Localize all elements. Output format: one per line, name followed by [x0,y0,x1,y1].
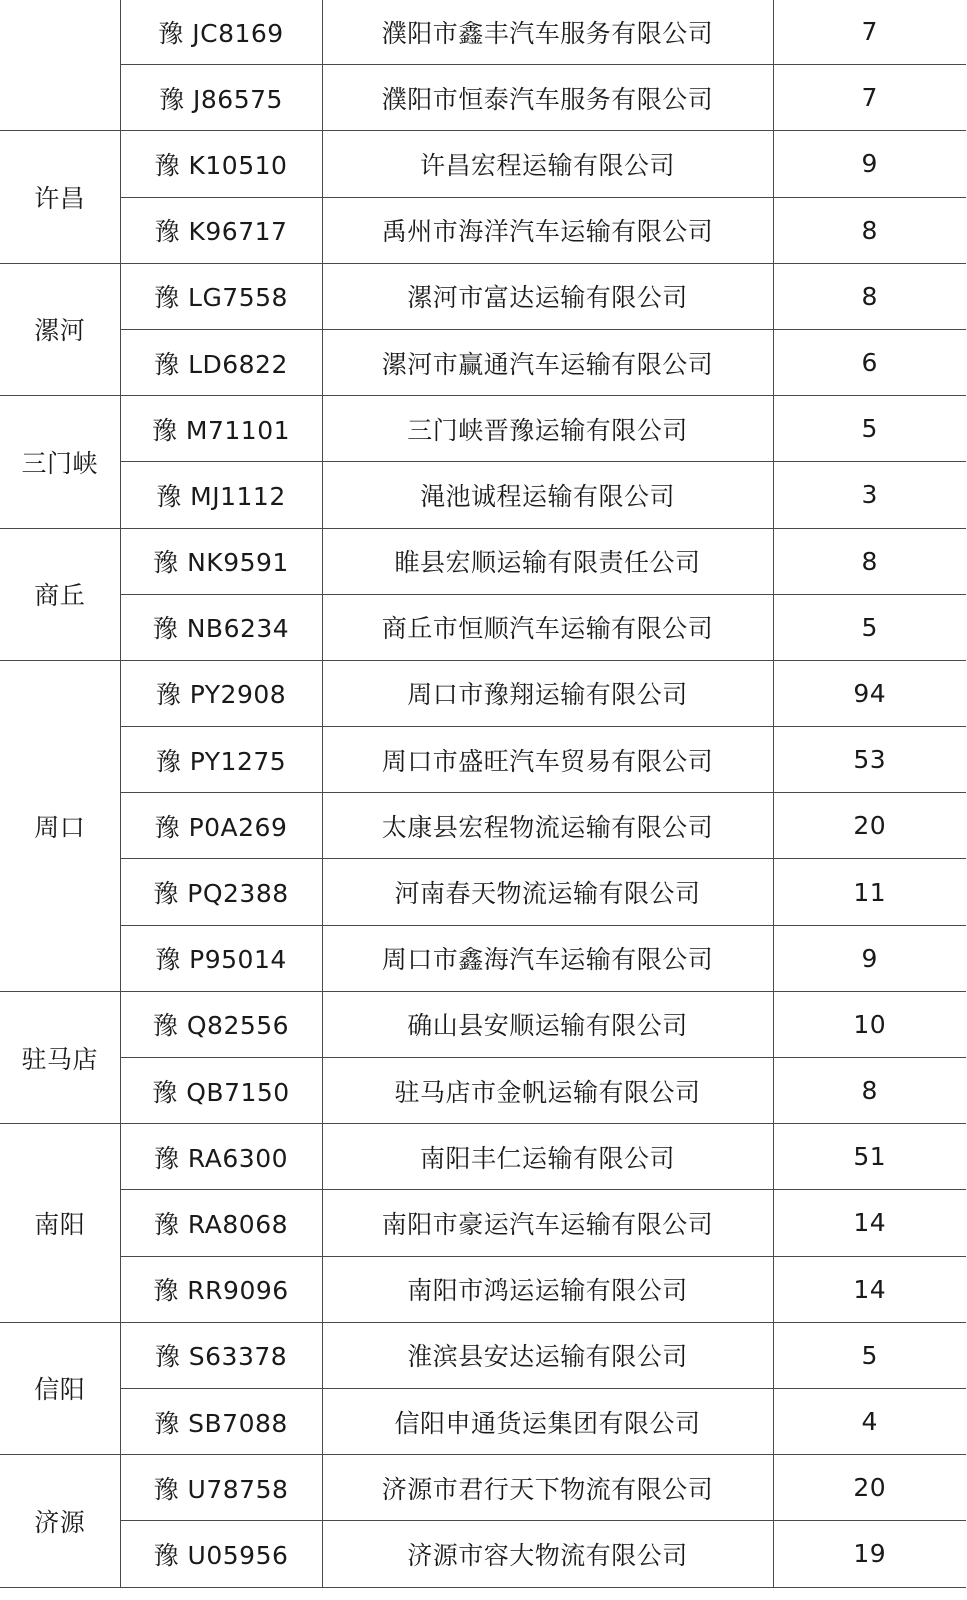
count-cell: 5 [773,594,966,660]
company-cell: 渑池诚程运输有限公司 [322,462,773,528]
count-cell: 6 [773,329,966,395]
plate-cell: 豫 SB7088 [120,1388,322,1454]
plate-cell: 豫 Q82556 [120,991,322,1057]
plate-cell: 豫 J86575 [120,65,322,131]
count-cell: 8 [773,263,966,329]
plate-cell: 豫 JC8169 [120,0,322,65]
count-cell: 7 [773,65,966,131]
company-cell: 周口市鑫海汽车运输有限公司 [322,925,773,991]
company-cell: 周口市盛旺汽车贸易有限公司 [322,727,773,793]
count-cell: 5 [773,396,966,462]
plate-cell: 豫 NB6234 [120,594,322,660]
table-row [0,925,966,991]
company-cell: 南阳市鸿运运输有限公司 [322,1256,773,1322]
company-cell: 济源市君行天下物流有限公司 [322,1455,773,1521]
company-cell: 许昌宏程运输有限公司 [322,131,773,197]
city-cell: 三门峡 [0,396,120,528]
city-cell: 南阳 [0,1124,120,1323]
table-row [0,991,966,1057]
table-row [0,727,966,793]
plate-cell: 豫 PY1275 [120,727,322,793]
company-cell: 漯河市富达运输有限公司 [322,263,773,329]
city-cell: 济源 [0,1455,120,1587]
company-cell: 济源市容大物流有限公司 [322,1521,773,1587]
count-cell: 8 [773,1058,966,1124]
plate-cell: 豫 M71101 [120,396,322,462]
company-cell: 太康县宏程物流运输有限公司 [322,793,773,859]
table-row [0,528,966,594]
count-cell: 14 [773,1190,966,1256]
table-row [0,660,966,726]
company-cell: 淮滨县安达运输有限公司 [322,1322,773,1388]
company-cell: 三门峡晋豫运输有限公司 [322,396,773,462]
company-cell: 南阳丰仁运输有限公司 [322,1124,773,1190]
count-cell: 8 [773,197,966,263]
company-cell: 睢县宏顺运输有限责任公司 [322,528,773,594]
count-cell: 7 [773,0,966,65]
company-cell: 周口市豫翔运输有限公司 [322,660,773,726]
city-cell: 信阳 [0,1322,120,1454]
table-row [0,263,966,329]
table-row [0,65,966,131]
plate-cell: 豫 K96717 [120,197,322,263]
table-row [0,1190,966,1256]
city-cell: 商丘 [0,528,120,660]
table-row [0,396,966,462]
company-cell: 商丘市恒顺汽车运输有限公司 [322,594,773,660]
count-cell: 4 [773,1388,966,1454]
count-cell: 11 [773,859,966,925]
plate-cell: 豫 LG7558 [120,263,322,329]
company-cell: 濮阳市鑫丰汽车服务有限公司 [322,0,773,65]
table-row [0,1058,966,1124]
table-row [0,793,966,859]
company-cell: 漯河市赢通汽车运输有限公司 [322,329,773,395]
plate-cell: 豫 RA8068 [120,1190,322,1256]
company-cell: 确山县安顺运输有限公司 [322,991,773,1057]
count-cell: 5 [773,1322,966,1388]
plate-cell: 豫 LD6822 [120,329,322,395]
plate-cell: 豫 P0A269 [120,793,322,859]
plate-cell: 豫 P95014 [120,925,322,991]
plate-cell: 豫 S63378 [120,1322,322,1388]
count-cell: 10 [773,991,966,1057]
plate-cell: 豫 K10510 [120,131,322,197]
count-cell: 20 [773,793,966,859]
table-row [0,0,966,65]
table-row [0,1124,966,1190]
company-cell: 信阳申通货运集团有限公司 [322,1388,773,1454]
count-cell: 3 [773,462,966,528]
table-row [0,1388,966,1454]
table-row [0,594,966,660]
company-cell: 濮阳市恒泰汽车服务有限公司 [322,65,773,131]
company-cell: 南阳市豪运汽车运输有限公司 [322,1190,773,1256]
count-cell: 20 [773,1455,966,1521]
city-cell: 驻马店 [0,991,120,1123]
company-cell: 禹州市海洋汽车运输有限公司 [322,197,773,263]
plate-cell: 豫 RA6300 [120,1124,322,1190]
table-row [0,1322,966,1388]
count-cell: 53 [773,727,966,793]
table-row [0,859,966,925]
plate-cell: 豫 U05956 [120,1521,322,1587]
table-row [0,329,966,395]
plate-cell: 豫 U78758 [120,1455,322,1521]
plate-cell: 豫 PQ2388 [120,859,322,925]
table-row [0,197,966,263]
city-cell [0,0,120,131]
company-cell: 河南春天物流运输有限公司 [322,859,773,925]
city-cell: 周口 [0,660,120,991]
city-cell: 许昌 [0,131,120,263]
plate-cell: 豫 PY2908 [120,660,322,726]
count-cell: 9 [773,925,966,991]
table-row [0,1455,966,1521]
count-cell: 94 [773,660,966,726]
table-row [0,131,966,197]
count-cell: 8 [773,528,966,594]
table-row [0,1521,966,1587]
plate-cell: 豫 QB7150 [120,1058,322,1124]
city-cell: 漯河 [0,263,120,395]
count-cell: 19 [773,1521,966,1587]
company-cell: 驻马店市金帆运输有限公司 [322,1058,773,1124]
plate-cell: 豫 RR9096 [120,1256,322,1322]
count-cell: 51 [773,1124,966,1190]
count-cell: 14 [773,1256,966,1322]
plate-cell: 豫 MJ1112 [120,462,322,528]
plate-cell: 豫 NK9591 [120,528,322,594]
table-row [0,1256,966,1322]
count-cell: 9 [773,131,966,197]
table-row [0,462,966,528]
